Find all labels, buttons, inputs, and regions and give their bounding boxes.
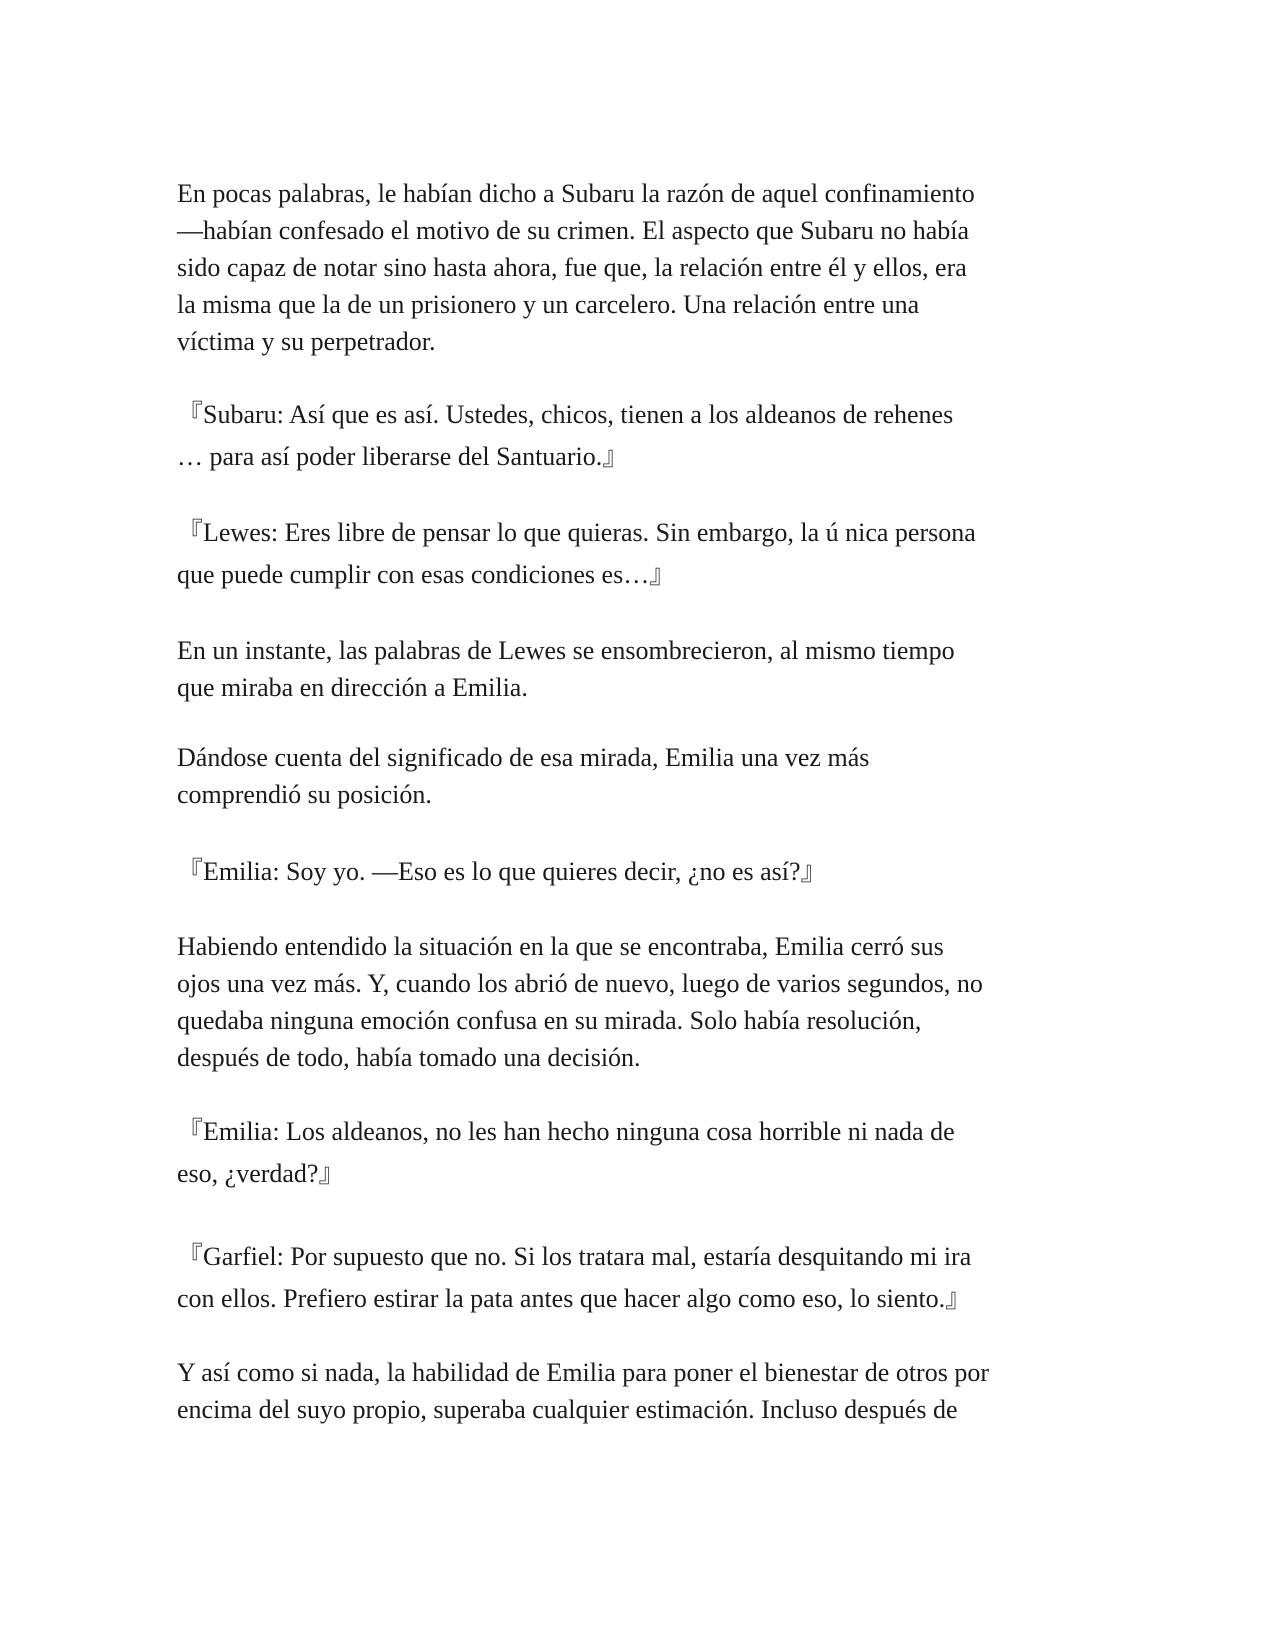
text-line: eso, ¿verdad?』	[177, 1159, 345, 1188]
text-line: después de todo, había tomado una decisión.	[177, 1043, 641, 1072]
paragraph-emilia-resolution	[177, 928, 1117, 1076]
text-line: 『Emilia: Los aldeanos, no les han hecho ninguna cosa horrible ni nada de	[177, 1117, 955, 1146]
dialogue-emilia-soy-yo	[177, 851, 1117, 893]
text-line: que miraba en dirección a Emilia.	[177, 673, 528, 702]
text-line: 『Garfiel: Por supuesto que no. Si los tratara mal, estaría desquitando mi ira	[177, 1242, 972, 1271]
paragraph-confinement	[177, 175, 1117, 360]
text-line: Dándose cuenta del significado de esa mirada, Emilia una vez más	[177, 743, 870, 772]
text-line: sido capaz de notar sino hasta ahora, fue que, la relación entre él y ellos, era	[177, 253, 967, 282]
text-line: … para así poder liberarse del Santuario.』	[177, 442, 629, 471]
text-line: En un instante, las palabras de Lewes se ensombrecieron, al mismo tiempo	[177, 636, 955, 665]
text-line: 『Subaru: Así que es así. Ustedes, chicos, tienen a los aldeanos de rehenes	[177, 400, 954, 429]
dialogue-emilia-aldeanos	[177, 1111, 1117, 1195]
dialogue-subaru	[177, 394, 1117, 478]
text-line: —habían confesado el motivo de su crimen. El aspecto que Subaru no había	[177, 216, 970, 245]
text-line: víctima y su perpetrador.	[177, 327, 436, 356]
text-line: la misma que la de un prisionero y un carcelero. Una relación entre una	[177, 290, 920, 319]
paragraph-lewes-gaze	[177, 632, 1117, 706]
text-line: quedaba ninguna emoción confusa en su mirada. Solo había resolución,	[177, 1006, 922, 1035]
dialogue-garfiel	[177, 1236, 1117, 1320]
dialogue-lewes	[177, 512, 1117, 596]
paragraph-emilia-ability	[177, 1354, 1117, 1428]
text-line: ojos una vez más. Y, cuando los abrió de nuevo, luego de varios segundos, no	[177, 969, 983, 998]
text-line: encima del suyo propio, superaba cualquier estimación. Incluso después de	[177, 1395, 958, 1424]
paragraph-emilia-position	[177, 739, 1117, 813]
text-line: Y así como si nada, la habilidad de Emilia para poner el bienestar de otros por	[177, 1358, 989, 1387]
text-line: 『Emilia: Soy yo. —Eso es lo que quieres decir, ¿no es así?』	[177, 857, 827, 886]
text-line: que puede cumplir con esas condiciones es…』	[177, 560, 676, 589]
text-line: 『Lewes: Eres libre de pensar lo que quieras. Sin embargo, la ú nica persona	[177, 518, 976, 547]
text-line: Habiendo entendido la situación en la que se encontraba, Emilia cerró sus	[177, 932, 944, 961]
text-line: con ellos. Prefiero estirar la pata antes que hacer algo como eso, lo siento.』	[177, 1284, 972, 1313]
text-line: comprendió su posición.	[177, 780, 432, 809]
text-line: En pocas palabras, le habían dicho a Subaru la razón de aquel confinamiento	[177, 179, 975, 208]
